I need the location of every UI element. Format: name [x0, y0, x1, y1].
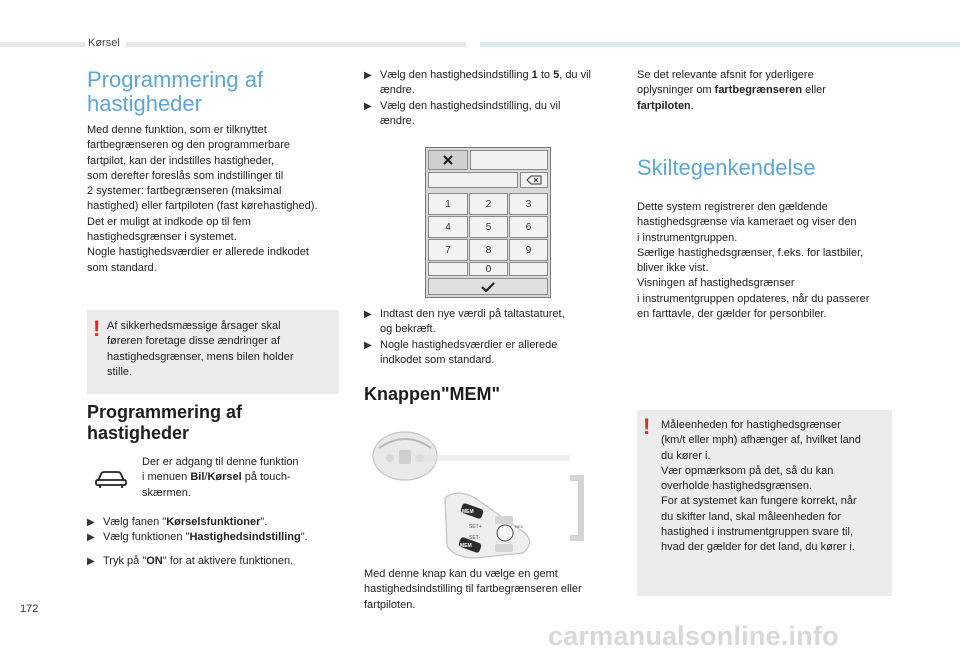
bullet-arrow-icon: ▶	[87, 532, 95, 544]
step-item: ▶ Vælg fanen "Kørselsfunktioner".	[87, 515, 347, 530]
key-5[interactable]: 5	[469, 216, 508, 238]
key-2[interactable]: 2	[469, 193, 508, 215]
bullet-arrow-icon: ▶	[364, 339, 372, 351]
sign-recognition-title: Skiltegenkendelse	[637, 155, 816, 180]
step-item: ▶ Vælg den hastighedsindstilling, du vil ændre.	[364, 99, 619, 130]
key-1[interactable]: 1	[428, 193, 468, 215]
step-item: ▶ Nogle hastighedsværdier er allerede indkodet som standard.	[364, 338, 619, 369]
confirm-check-icon[interactable]	[428, 278, 548, 295]
mem-label-upper: MEM	[462, 509, 474, 515]
value-display	[470, 150, 548, 170]
backspace-icon[interactable]	[520, 172, 548, 188]
warning-icon: !	[93, 316, 101, 341]
subsection-title: Programmering af hastigheder	[87, 402, 243, 443]
step-list-left	[87, 515, 347, 569]
key-3[interactable]: 3	[509, 193, 548, 215]
mem-label-lower: MEM	[460, 543, 472, 549]
entry-field	[428, 172, 518, 188]
set-minus-label: SET-	[469, 535, 481, 541]
warning-icon: !	[643, 414, 651, 439]
bullet-arrow-icon: ▶	[87, 517, 95, 528]
step-item: ▶ Vælg funktionen "Hastighedsindstilling".	[87, 530, 347, 545]
res-label: RES	[515, 524, 524, 529]
key-9[interactable]: 9	[509, 239, 548, 261]
page-number: 172	[20, 603, 39, 615]
key-6[interactable]: 6	[509, 216, 548, 238]
key-7[interactable]: 7	[428, 239, 468, 261]
see-also-paragraph: Se det relevante afsnit for yderligere oplysninger om fartbegrænseren eller fartpiloten.	[637, 69, 826, 112]
sign-recognition-body: Dette system registrerer den gældende hastighedsgrænse via kameraet og viser den i instrumentgruppen. Særlige hastighedsgrænser, f.eks. for lastbiler, bliver ikke vist. Visningen af hastighedsgrænser i instrumentgruppen opdateres, når du passerer en farttavle, der gælder for personbiler.	[637, 201, 870, 321]
header-bar-right	[480, 42, 960, 47]
step-list-middle-top	[364, 68, 619, 129]
mem-title: Knappen"MEM"	[364, 384, 501, 404]
key-blank-left	[428, 262, 468, 276]
key-4[interactable]: 4	[428, 216, 468, 238]
mem-description: Med denne knap kan du vælge en gemt hastighedsindstilling til fartbegrænseren eller fartpiloten.	[364, 568, 582, 611]
warning-text-right: Måleenheden for hastighedsgrænser (km/t eller mph) afhænger af, hvilket land du kører i. Vær opmærksom på det, så du kan overholde hastighedsgrænsen. For at systemet kan fungere korrekt, når du skifter land, skal måleenheden for hastighed i instrumentgruppen svare til, hvad der gælder for det land, du kører i.	[661, 419, 861, 554]
warning-box-left	[87, 310, 339, 394]
bullet-arrow-icon: ▶	[364, 70, 372, 81]
steering-stalk-illustration	[365, 418, 590, 564]
section-title: Kørsel	[85, 37, 126, 49]
access-paragraph: Der er adgang til denne funktion i menuen Bil/Kørsel på touch- skærmen.	[142, 456, 299, 499]
car-menu-icon	[94, 467, 128, 489]
key-0[interactable]: 0	[469, 262, 508, 276]
bullet-arrow-icon: ▶	[364, 309, 372, 320]
bullet-arrow-icon: ▶	[364, 100, 372, 112]
step-item: ▶ Tryk på "ON" for at aktivere funktionen.	[87, 554, 347, 569]
key-8[interactable]: 8	[469, 239, 508, 261]
warning-box-right	[637, 410, 892, 596]
page-title: Programmering af hastigheder	[87, 67, 264, 116]
header-bar-left	[0, 42, 466, 47]
step-item: ▶ Indtast den nye værdi på taltastaturet, og bekræft.	[364, 307, 619, 338]
warning-text-left: Af sikkerhedsmæssige årsager skal føreren foretage disse ændringer af hastighedsgrænser, mens bilen holder stille.	[107, 320, 294, 378]
set-plus-label: SET+	[469, 524, 482, 530]
bullet-arrow-icon: ▶	[87, 555, 95, 567]
close-icon[interactable]	[428, 150, 468, 170]
step-list-middle-bottom	[364, 307, 619, 368]
step-item: ▶ Vælg den hastighedsindstilling 1 to 5, du vil ændre.	[364, 68, 619, 99]
watermark: carmanualsonline.info	[548, 621, 839, 651]
intro-paragraph: Med denne funktion, som er tilknyttet fartbegrænseren og den programmerbare fartpilot, kan der indstilles hastigheder, som derefter foreslås som indstillinger til 2 systemer: fartbegrænseren (maksimal hastighed) eller fartpiloten (fast kørehastighed). Det er muligt at indkode op til fem hastighedsgrænser i systemet. Nogle hastighedsværdier er allerede indkodet som standard.	[87, 124, 318, 274]
key-blank-right	[509, 262, 548, 276]
keypad-illustration	[425, 147, 551, 298]
